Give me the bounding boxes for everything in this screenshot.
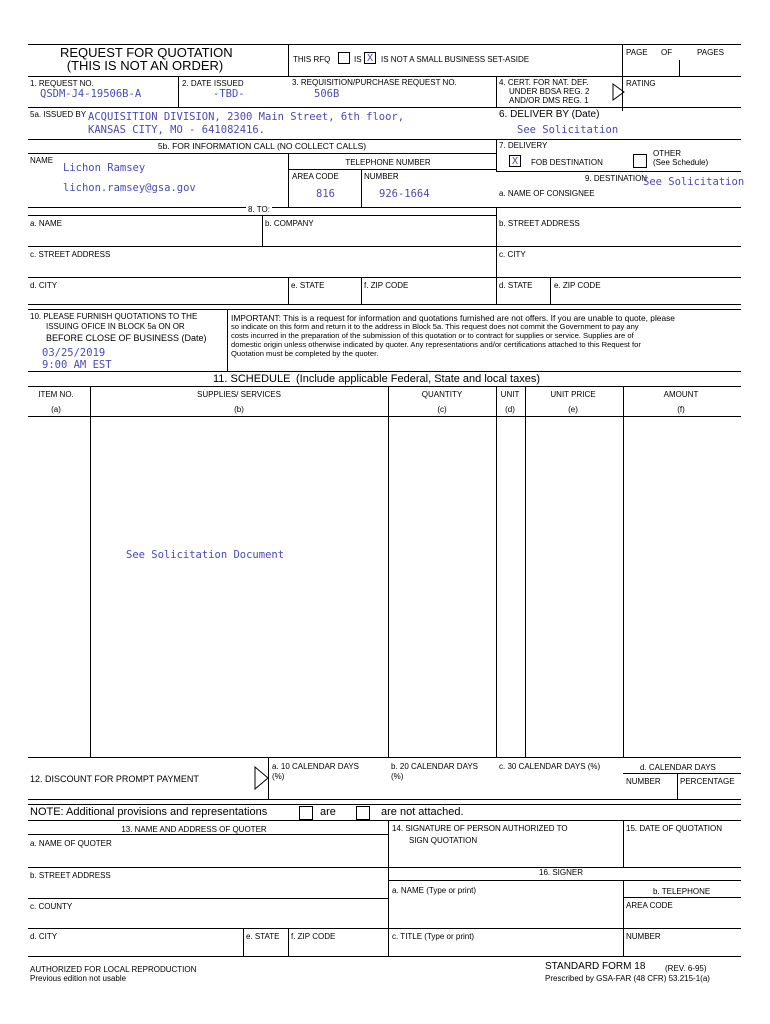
to-label: 8. TO: [248, 205, 270, 214]
to-state-label: e. STATE [291, 281, 325, 290]
col-amount-head: AMOUNT [663, 390, 699, 399]
schedule-title: 11. SCHEDULE [213, 373, 291, 385]
rfq-is-check-mark: X [367, 53, 374, 64]
number-value[interactable]: 926-1664 [379, 188, 430, 200]
discount-label: 12. DISCOUNT FOR PROMPT PAYMENT [30, 774, 199, 784]
number-label: NUMBER [364, 172, 399, 181]
quoter-street-label: b. STREET ADDRESS [30, 871, 111, 880]
furnish-line3: BEFORE CLOSE OF BUSINESS (Date) [46, 333, 207, 343]
other-label: OTHER [653, 149, 681, 158]
discount-percentage-label: PERCENTAGE [680, 777, 735, 786]
pages-label: PAGES [697, 48, 724, 57]
col-quantity-sub: (c) [437, 405, 447, 414]
to-name-label: a. NAME [30, 219, 63, 228]
twenty-days-label: b. 20 CALENDAR DAYS [391, 762, 478, 771]
are-label: are [320, 806, 336, 818]
issued-by-label: 5a. ISSUED BY [30, 110, 87, 119]
footer-authorized: AUTHORIZED FOR LOCAL REPRODUCTION [30, 965, 197, 974]
form-title: REQUEST FOR QUOTATION [60, 45, 233, 60]
quoter-county-label: c. COUNTY [30, 902, 73, 911]
col-unit-price-sub: (e) [568, 405, 578, 414]
contact-email[interactable]: lichon.ramsey@gsa.gov [63, 182, 196, 194]
col-quantity-head: QUANTITY [421, 390, 463, 399]
important-line1: IMPORTANT: This is a request for information and quotations furnished are not offers. If you are unable to quote, please [231, 313, 675, 323]
issued-by-line1[interactable]: ACQUISITION DIVISION, 2300 Main Street, 6th floor, [88, 111, 405, 123]
signature-line1: 14. SIGNATURE OF PERSON AUTHORIZED TO [392, 824, 568, 833]
signer-label: 16. SIGNER [538, 868, 584, 877]
col-supplies-sub: (b) [234, 405, 244, 414]
area-code-value[interactable]: 816 [316, 188, 335, 200]
other-checkbox[interactable] [633, 154, 647, 168]
contact-name[interactable]: Lichon Ramsey [63, 162, 146, 174]
consignee-street-label: b. STREET ADDRESS [499, 219, 580, 228]
are-not-label: are not attached. [381, 806, 464, 818]
see-schedule-label: (See Schedule) [653, 158, 709, 167]
ten-days-pct: (%) [272, 772, 285, 781]
to-city-label: d. CITY [30, 281, 58, 290]
note-text: NOTE: Additional provisions and representations [30, 806, 268, 818]
cert-line3: AND/OR DMS REG. 1 [509, 96, 589, 105]
signer-name-label: a. NAME (Type or print) [392, 886, 477, 895]
signer-title-label: c. TITLE (Type or print) [392, 932, 475, 941]
to-zip-label: f. ZIP CODE [364, 281, 409, 290]
important-line2: so indicate on this form and return it to the address in Block 5a. This request does not commit the Government to pay any [231, 322, 639, 331]
calendar-days-label: d. CALENDAR DAYS [640, 763, 716, 772]
area-code-label: AREA CODE [292, 172, 339, 181]
page-label: PAGE [626, 48, 648, 57]
col-amount-sub: (f) [677, 405, 685, 414]
destination-label: 9. DESTINATION [585, 174, 648, 183]
rfq-not-checkbox[interactable] [338, 52, 350, 64]
footer-form-name: STANDARD FORM 18 [545, 961, 646, 972]
due-time-value[interactable]: 9:00 AM EST [42, 359, 112, 371]
quoter-name-label: a. NAME OF QUOTER [30, 839, 112, 848]
schedule-subtitle: (Include applicable Federal, State and local taxes) [296, 373, 540, 385]
col-unit-sub: (d) [505, 405, 515, 414]
destination-value[interactable]: See Solicitation [643, 176, 745, 188]
is-label: IS [354, 55, 362, 64]
contact-name-label: NAME [30, 156, 54, 165]
signer-area-code-label: AREA CODE [626, 901, 673, 910]
quoter-zip-label: f. ZIP CODE [291, 932, 336, 941]
requisition-value[interactable]: 506B [314, 88, 340, 100]
twenty-days-pct: (%) [391, 772, 404, 781]
footer-previous-edition: Previous edition not usable [30, 974, 127, 983]
fob-check-mark: X [512, 156, 519, 167]
cert-line1: 4. CERT. FOR NAT. DEF. [499, 78, 589, 87]
signer-telephone-label: b. TELEPHONE [653, 887, 711, 896]
ten-days-label: a. 10 CALENDAR DAYS [272, 762, 359, 771]
schedule-body-text[interactable]: See Solicitation Document [126, 549, 285, 561]
date-issued-label: 2. DATE ISSUED [182, 79, 244, 88]
important-line4: domestic origin unless otherwise indicated by quoter. Any representations and/or certifications attached to this Request for [231, 340, 641, 349]
cert-line2: UNDER BDSA REG. 2 [509, 87, 590, 96]
consignee-zip-label: e. ZIP CODE [554, 281, 601, 290]
deliver-by-label: 6. DELIVER BY (Date) [499, 109, 600, 120]
consignee-city-label: c. CITY [499, 250, 526, 259]
provisions-are-checkbox[interactable] [299, 806, 313, 820]
footer-prescribed: Prescribed by GSA-FAR (48 CFR) 53.215-1(a) [545, 974, 710, 983]
date-issued-value[interactable]: -TBD- [213, 88, 245, 100]
signer-number-label: NUMBER [626, 932, 661, 941]
fob-destination-label: FOB DESTINATION [531, 158, 603, 167]
request-no-label: 1. REQUEST NO. [30, 79, 94, 88]
quoter-city-label: d. CITY [30, 932, 58, 941]
provisions-are-not-checkbox[interactable] [356, 806, 370, 820]
date-of-quotation-label: 15. DATE OF QUOTATION [626, 824, 723, 833]
col-item-head: ITEM NO. [38, 390, 74, 399]
of-label: OF [661, 48, 673, 57]
small-business-label: IS NOT A SMALL BUSINESS SET-ASIDE [381, 55, 530, 64]
quoter-state-label: e. STATE [246, 932, 280, 941]
form-subtitle: (THIS IS NOT AN ORDER) [66, 58, 224, 73]
discount-number-label: NUMBER [626, 777, 661, 786]
due-date-value[interactable]: 03/25/2019 [42, 347, 106, 359]
col-supplies-head: SUPPLIES/ SERVICES [197, 390, 281, 399]
col-unit-price-head: UNIT PRICE [550, 390, 596, 399]
issued-by-line2[interactable]: KANSAS CITY, MO - 641082416. [88, 124, 266, 136]
deliver-by-value[interactable]: See Solicitation [517, 124, 619, 136]
to-company-label: b. COMPANY [265, 219, 314, 228]
telephone-label: TELEPHONE NUMBER [345, 158, 431, 167]
rating-label: RATING [626, 79, 656, 88]
cert-arrow-icon [612, 83, 626, 101]
to-street-label: c. STREET ADDRESS [30, 250, 111, 259]
request-no-value[interactable]: QSDM-J4-19506B-A [40, 88, 142, 100]
this-rfq-label: THIS RFQ [293, 55, 331, 64]
quoter-block-label: 13. NAME AND ADDRESS OF QUOTER [121, 825, 267, 834]
delivery-label: 7. DELIVERY [499, 141, 548, 150]
consignee-state-label: d. STATE [499, 281, 533, 290]
col-item-sub: (a) [51, 405, 61, 414]
furnish-line1: 10. PLEASE FURNISH QUOTATIONS TO THE [30, 312, 198, 321]
discount-arrow-icon [254, 766, 270, 790]
thirty-days-label: c. 30 CALENDAR DAYS (%) [499, 762, 601, 771]
signature-line2: SIGN QUOTATION [409, 836, 478, 845]
info-call-label: 5b. FOR INFORMATION CALL (NO COLLECT CALLS) [157, 141, 367, 151]
col-unit-head: UNIT [500, 390, 520, 399]
footer-revision: (REV. 6-95) [665, 964, 707, 973]
requisition-label: 3. REQUISITION/PURCHASE REQUEST NO. [292, 78, 457, 87]
important-line3: costs incurred in the preparation of the submission of this quotation or to contract for supplies or service. Supplies are of [231, 331, 634, 340]
important-line5: Quotation must be completed by the quoter. [231, 349, 379, 358]
consignee-label: a. NAME OF CONSIGNEE [499, 189, 595, 198]
furnish-line2: ISSUING OFICE IN BLOCK 5a ON OR [46, 322, 185, 331]
